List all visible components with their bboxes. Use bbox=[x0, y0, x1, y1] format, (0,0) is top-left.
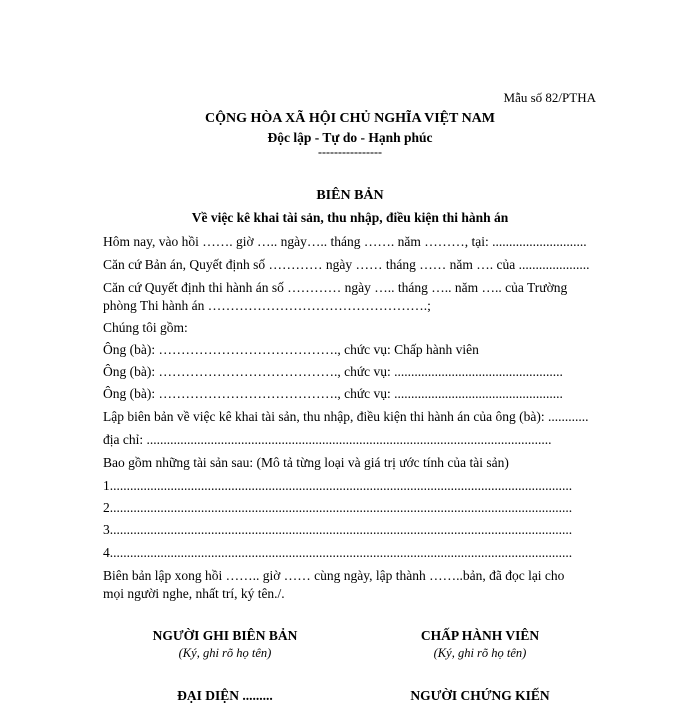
recorder-signature-note: (Ký, ghi rõ họ tên) bbox=[178, 646, 272, 660]
body-line-closing: Biên bản lập xong hồi …….. giờ …… cùng ngày, lập thành ……..bản, đã đọc lại cho bbox=[103, 568, 565, 583]
asset-line-3: 3......................................................................................................................................... bbox=[103, 522, 573, 537]
body-line-judgment-basis: Căn cứ Bản án, Quyết định số ………… ngày …… tháng …… năm …. của ..................... bbox=[103, 257, 590, 272]
body-line-closing-cont: mọi người nghe, nhất trí, ký tên./. bbox=[103, 586, 285, 601]
officer-signature-note: (Ký, ghi rõ họ tên) bbox=[433, 646, 527, 660]
body-line-assets-intro: Bao gồm những tài sản sau: (Mô tả từng loại và giá trị ước tính của tài sản) bbox=[103, 455, 509, 470]
asset-line-1: 1......................................................................................................................................... bbox=[103, 478, 573, 493]
officer-signature-title: CHẤP HÀNH VIÊN bbox=[420, 628, 540, 643]
document-title: BIÊN BẢN bbox=[316, 188, 384, 203]
participant-line-3: Ông (bà): …………………………………., chức vụ: .................................................. bbox=[103, 386, 563, 401]
body-line-decision-basis: Căn cứ Quyết định thi hành án số ………… ngày ….. tháng ….. năm ….. của Trường bbox=[103, 280, 568, 295]
body-line-date-place: Hôm nay, vào hồi ……. giờ ….. ngày….. tháng ……. năm ………, tại: ............................ bbox=[103, 234, 587, 249]
national-title: CỘNG HÒA XÃ HỘI CHỦ NGHĨA VIỆT NAM bbox=[204, 111, 495, 126]
form-code: Mẫu số 82/PTHA bbox=[503, 90, 596, 105]
body-line-participants: Chúng tôi gồm: bbox=[103, 320, 188, 335]
asset-line-2: 2......................................................................................................................................... bbox=[103, 500, 573, 515]
header-divider: ---------------- bbox=[318, 145, 382, 159]
body-line-address: địa chỉ: ........................................................................................................................ bbox=[103, 432, 552, 447]
national-motto: Độc lập - Tự do - Hạnh phúc bbox=[267, 130, 433, 145]
representative-signature-title: ĐẠI DIỆN ......... bbox=[177, 688, 273, 703]
body-line-decision-basis-cont: phòng Thi hành án ………………………………………….; bbox=[103, 298, 431, 313]
body-line-declaration: Lập biên bản về việc kê khai tài sản, thu nhập, điều kiện thi hành án của ông (bà): ............ bbox=[103, 409, 589, 424]
participant-line-2: Ông (bà): …………………………………., chức vụ: .................................................. bbox=[103, 364, 563, 379]
asset-line-4: 4......................................................................................................................................... bbox=[103, 545, 573, 560]
participant-line-1: Ông (bà): …………………………………., chức vụ: Chấp hành viên bbox=[103, 342, 479, 357]
witness-signature-title: NGƯỜI CHỨNG KIẾN bbox=[410, 688, 550, 703]
document-subtitle: Về việc kê khai tài sản, thu nhập, điều kiện thi hành án bbox=[191, 210, 509, 225]
recorder-signature-title: NGƯỜI GHI BIÊN BẢN bbox=[152, 628, 298, 643]
